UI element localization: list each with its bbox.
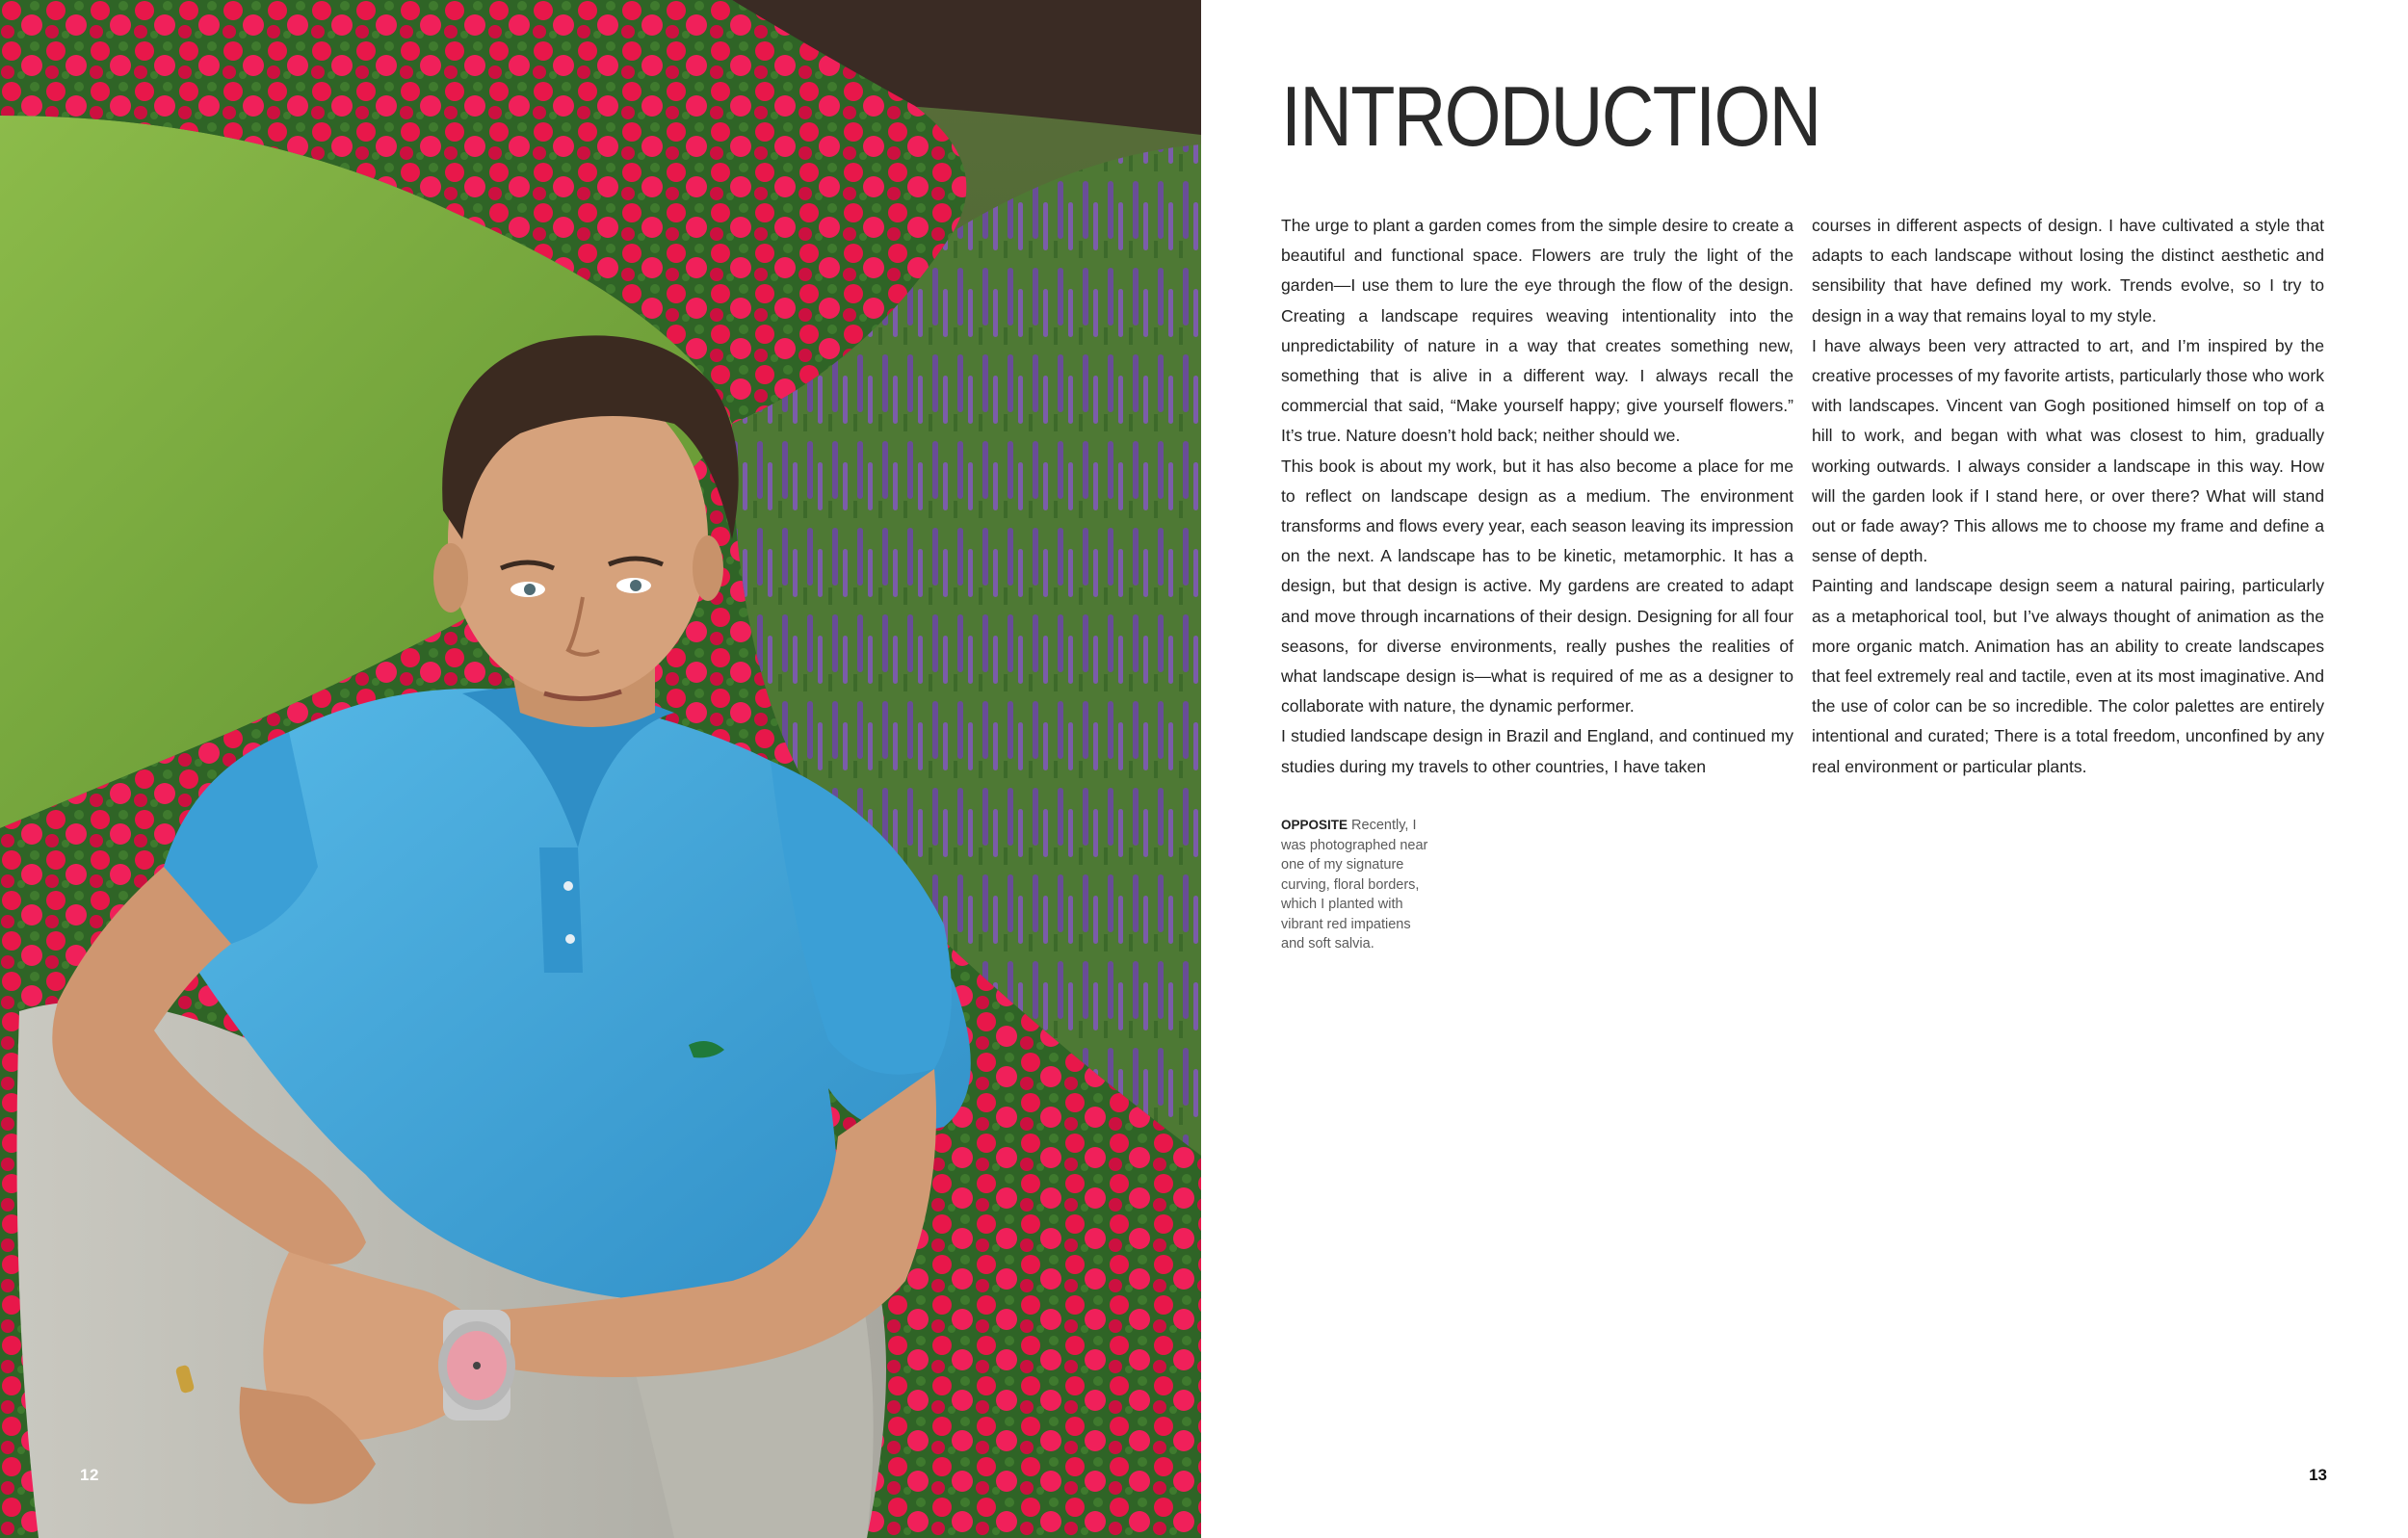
page-number-left: 12 — [80, 1466, 99, 1484]
garden-portrait-illustration — [0, 0, 1201, 1538]
body-column-right — [1812, 211, 2324, 782]
caption-label: OPPOSITE — [1281, 818, 1348, 832]
paragraph: I studied landscape design in Brazil and England, and continued my studies during my travels to other countries, I have taken — [1281, 726, 1793, 776]
page-number-right: 13 — [2309, 1466, 2327, 1484]
paragraph: This book is about my work, but it has also become a place for me to reflect on landscape design as a medium. The environment transforms and flows every year, each season leaving its impression on the next. A landscape has to be kinetic, metamorphic. It has a design, but that design is active. My gardens are created to adapt and move through incarnations of their design. Designing for all four seasons, for diverse environments, really pushes the realities of what landscape design is—what is required of me as a designer to collaborate with nature, the dynamic performer. — [1281, 456, 1793, 717]
opposite-photo — [0, 0, 1201, 1538]
paragraph: courses in different aspects of design. I have cultivated a style that adapts to each landscape without losing the distinct aesthetic and sensibility that have defined my work. Trends evolve, so I try to design in a way that remains loyal to my style. — [1812, 216, 2324, 326]
page-title: INTRODUCTION — [1281, 68, 1820, 164]
body-column-left — [1281, 211, 1793, 782]
paragraph: Painting and landscape design seem a natural pairing, particularly as a metaphorical tool, but I’ve always thought of animation as the more organic match. Animation has an ability to create landscapes that feel extremely real and tactile, even at its most imaginative. And the use of color can be so incredible. The color palettes are entirely intentional and curated; There is a total freedom, unconfined by any real environment or particular plants. — [1812, 576, 2324, 776]
paragraph: The urge to plant a garden comes from the simple desire to create a beautiful and functional space. Flowers are truly the light of the garden—I use them to lure the eye through the flow of the design. Creating a landscape requires weaving intentionality into the unpredictability of nature in a way that creates something new, something that is alive in a different way. I always recall the commercial that said, “Make yourself happy; give yourself flowers.” It’s true. Nature doesn’t hold back; neither should we. — [1281, 216, 1793, 446]
text-page — [1201, 0, 2408, 1538]
paragraph: I have always been very attracted to art, and I’m inspired by the creative processes of my favorite artists, particularly those who work with landscapes. Vincent van Gogh positioned himself on top of a hill to work, and began with what was closest to him, gradually working outwards. I always consider a landscape in this way. How will the garden look if I stand here, or over there? What will stand out or fade away? This allows me to choose my frame and define a sense of depth. — [1812, 335, 2324, 566]
caption-text: Recently, I was photographed near one of my signature curving, floral borders, which I planted with vibrant red impatiens and soft salvia. — [1281, 818, 1428, 951]
photo-caption — [1281, 816, 1435, 954]
